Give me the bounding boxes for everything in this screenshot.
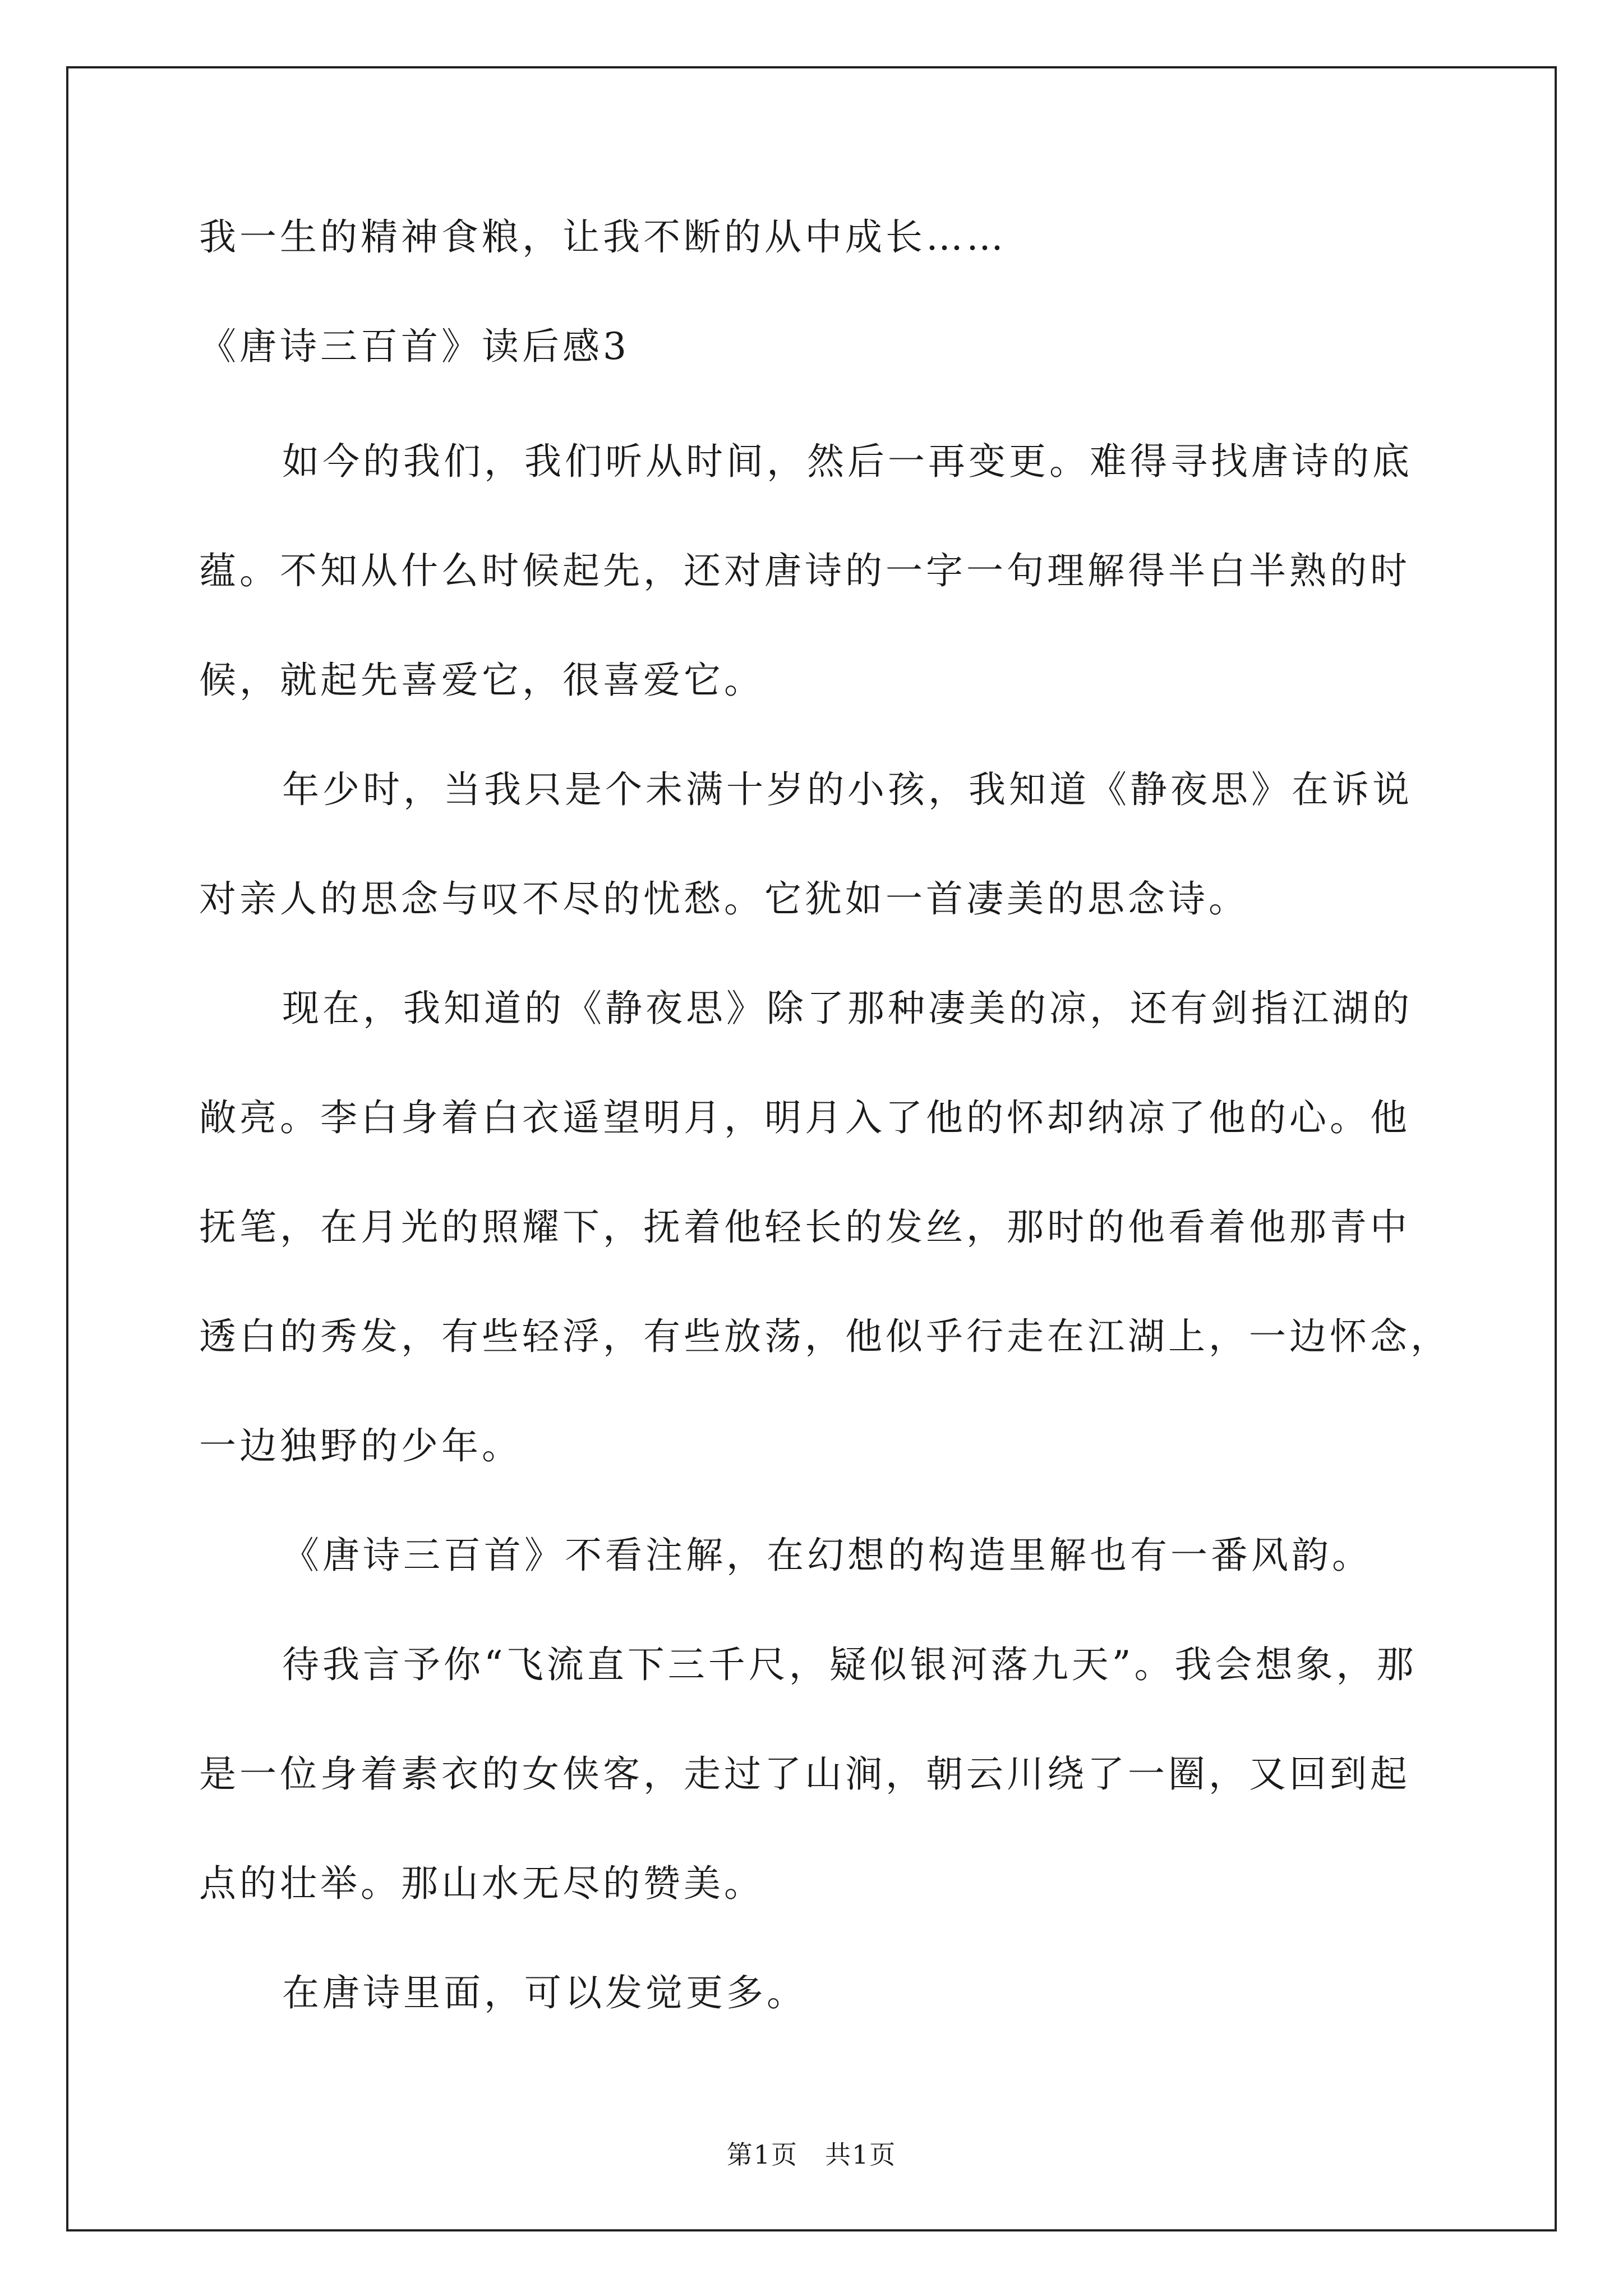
text-line-1: 我一生的精神食粮，让我不断的从中成长……	[199, 215, 1007, 259]
paragraph-6-line-1: 在唐诗里面，可以发觉更多。	[282, 1971, 807, 2014]
paragraph-3-line-3: 抚笔，在月光的照耀下，抚着他轻长的发丝，那时的他看着他那青中	[199, 1205, 1410, 1249]
paragraph-3-line-2: 敞亮。李白身着白衣遥望明月，明月入了他的怀却纳凉了他的心。他	[199, 1096, 1410, 1139]
paragraph-1-line-1: 如今的我们，我们听从时间，然后一再变更。难得寻找唐诗的底	[282, 440, 1413, 483]
paragraph-3-line-1: 现在，我知道的《静夜思》除了那种凄美的凉，还有剑指江湖的	[282, 987, 1413, 1030]
paragraph-5-line-3: 点的壮举。那山水无尽的赞美。	[199, 1862, 764, 1905]
paragraph-3-line-5: 一边独野的少年。	[199, 1424, 522, 1467]
paragraph-2-line-2: 对亲人的思念与叹不尽的忧愁。它犹如一首凄美的思念诗。	[199, 877, 1249, 921]
paragraph-1-line-3: 候，就起先喜爱它，很喜爱它。	[199, 659, 764, 702]
paragraph-4-line-1: 《唐诗三百首》不看注解，在幻想的构造里解也有一番风韵。	[282, 1534, 1372, 1577]
paragraph-1-line-2: 蕴。不知从什么时候起先，还对唐诗的一字一句理解得半白半熟的时	[199, 549, 1410, 592]
paragraph-5-line-2: 是一位身着素衣的女侠客，走过了山涧，朝云川绕了一圈，又回到起	[199, 1752, 1410, 1796]
page-border	[66, 66, 1557, 2231]
section-title: 《唐诗三百首》读后感3	[199, 325, 630, 368]
paragraph-2-line-1: 年少时，当我只是个未满十岁的小孩，我知道《静夜思》在诉说	[282, 768, 1413, 811]
page-footer: 第1页 共1页	[726, 2139, 897, 2170]
paragraph-5-line-1: 待我言予你“飞流直下三千尺，疑似银河落九天”。我会想象，那	[282, 1643, 1417, 1686]
paragraph-3-line-4: 透白的秀发，有些轻浮，有些放荡，他似乎行走在江湖上，一边怀念，	[199, 1315, 1451, 1358]
